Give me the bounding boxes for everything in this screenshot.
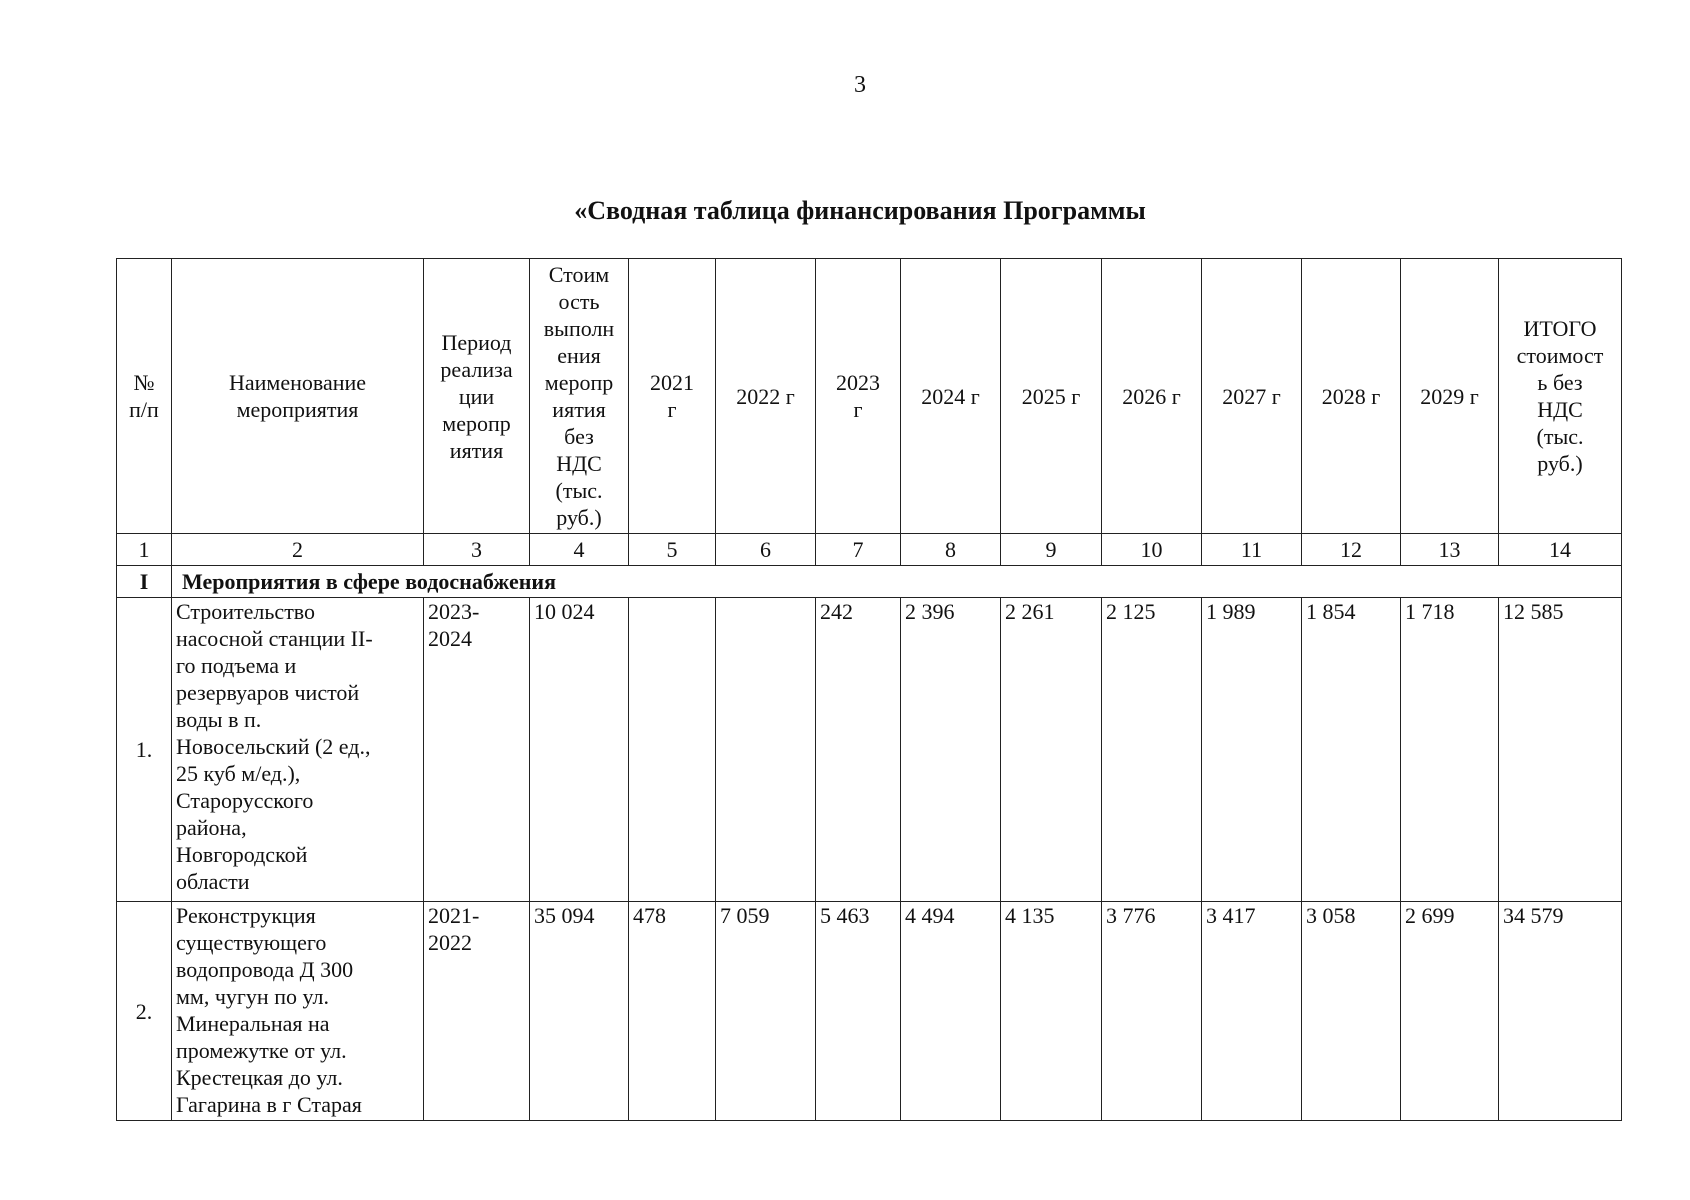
row-2024: 2 396 — [901, 598, 1001, 902]
header-total: ИТОГО стоимост ь без НДС (тыс. руб.) — [1499, 259, 1622, 534]
column-number: 2 — [172, 534, 424, 566]
row-2027: 3 417 — [1202, 902, 1302, 1121]
row-2029: 2 699 — [1401, 902, 1499, 1121]
row-2024: 4 494 — [901, 902, 1001, 1121]
header-2021: 2021 г — [629, 259, 716, 534]
row-cost: 35 094 — [530, 902, 629, 1121]
row-period: 2021- 2022 — [424, 902, 530, 1121]
row-name: Строительство насосной станции II- го подъема и резервуаров чистой воды в п. Новосельский (2 ед., 25 куб м/ед.), Старорусского района, Новгородской области — [172, 598, 424, 902]
header-2024: 2024 г — [901, 259, 1001, 534]
header-cost: Стоим ость выполн ения меропр иятия без НДС (тыс. руб.) — [530, 259, 629, 534]
header-2023: 2023 г — [816, 259, 901, 534]
table-row — [117, 598, 1622, 902]
column-number: 7 — [816, 534, 901, 566]
column-number: 14 — [1499, 534, 1622, 566]
row-2022 — [716, 598, 816, 902]
row-2023: 242 — [816, 598, 901, 902]
header-period: Период реализа ции меропр иятия — [424, 259, 530, 534]
header-row — [117, 259, 1622, 534]
section-title: Мероприятия в сфере водоснабжения — [172, 566, 1622, 598]
column-number-row — [117, 534, 1622, 566]
column-number: 8 — [901, 534, 1001, 566]
row-2025: 4 135 — [1001, 902, 1102, 1121]
header-name: Наименование мероприятия — [172, 259, 424, 534]
header-2022: 2022 г — [716, 259, 816, 534]
column-number: 3 — [424, 534, 530, 566]
row-total: 12 585 — [1499, 598, 1622, 902]
row-total: 34 579 — [1499, 902, 1622, 1121]
row-period: 2023- 2024 — [424, 598, 530, 902]
row-2026: 2 125 — [1102, 598, 1202, 902]
row-2025: 2 261 — [1001, 598, 1102, 902]
row-2027: 1 989 — [1202, 598, 1302, 902]
row-2023: 5 463 — [816, 902, 901, 1121]
column-number: 11 — [1202, 534, 1302, 566]
row-number: 1. — [117, 598, 172, 902]
row-2026: 3 776 — [1102, 902, 1202, 1121]
row-2029: 1 718 — [1401, 598, 1499, 902]
document-title: «Сводная таблица финансирования Программы — [574, 196, 1146, 225]
page-number: 3 — [854, 72, 866, 98]
row-2021: 478 — [629, 902, 716, 1121]
financing-table — [116, 258, 1622, 1121]
header-2025: 2025 г — [1001, 259, 1102, 534]
header-2026: 2026 г — [1102, 259, 1202, 534]
section-row — [117, 566, 1622, 598]
column-number: 9 — [1001, 534, 1102, 566]
header-2028: 2028 г — [1302, 259, 1401, 534]
column-number: 10 — [1102, 534, 1202, 566]
column-number: 6 — [716, 534, 816, 566]
column-number: 1 — [117, 534, 172, 566]
row-number: 2. — [117, 902, 172, 1121]
column-number: 5 — [629, 534, 716, 566]
header-2027: 2027 г — [1202, 259, 1302, 534]
column-number: 4 — [530, 534, 629, 566]
column-number: 13 — [1401, 534, 1499, 566]
header-num: № п/п — [117, 259, 172, 534]
header-2029: 2029 г — [1401, 259, 1499, 534]
column-number: 12 — [1302, 534, 1401, 566]
row-2021 — [629, 598, 716, 902]
row-2028: 3 058 — [1302, 902, 1401, 1121]
table-row — [117, 902, 1622, 1121]
row-2028: 1 854 — [1302, 598, 1401, 902]
section-number: I — [117, 566, 172, 598]
row-name: Реконструкция существующего водопровода Д 300 мм, чугун по ул. Минеральная на промежутке от ул. Крестецкая до ул. Гагарина в г Старая — [172, 902, 424, 1121]
row-cost: 10 024 — [530, 598, 629, 902]
row-2022: 7 059 — [716, 902, 816, 1121]
